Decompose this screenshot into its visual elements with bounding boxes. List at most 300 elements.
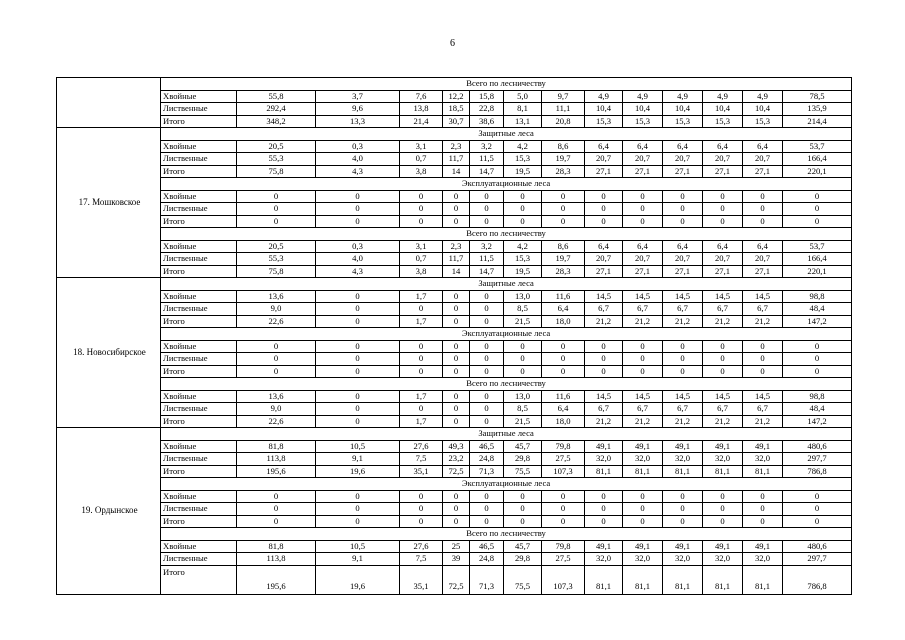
table-cell: 0: [783, 190, 852, 203]
table-cell: 55,3: [237, 153, 316, 166]
row-label: Хвойные: [161, 340, 237, 353]
section-title: Защитные леса: [161, 278, 852, 291]
table-cell: 0: [237, 503, 316, 516]
table-cell: 3,8: [400, 265, 443, 278]
table-cell: 45,7: [504, 540, 542, 553]
table-cell: 32,0: [585, 553, 623, 566]
table-cell: 166,4: [783, 153, 852, 166]
table-cell: 0: [663, 340, 703, 353]
table-cell: 8,5: [504, 303, 542, 316]
table-cell: 0: [783, 503, 852, 516]
table-row: [57, 353, 852, 366]
table-cell: 20,7: [663, 153, 703, 166]
district-name: [57, 78, 161, 128]
table-cell: 0: [443, 353, 470, 366]
table-cell: 15,3: [585, 115, 623, 128]
table-cell: 48,4: [783, 303, 852, 316]
table-cell: 0: [703, 215, 743, 228]
table-cell: 27,6: [400, 540, 443, 553]
table-cell: 0: [703, 353, 743, 366]
table-cell: 13,6: [237, 390, 316, 403]
table-cell: 0: [703, 190, 743, 203]
table-cell: 55,8: [237, 90, 316, 103]
table-cell: 0,3: [316, 140, 400, 153]
table-cell: 0: [504, 490, 542, 503]
table-cell: 14,5: [663, 290, 703, 303]
table-cell: 0: [470, 315, 504, 328]
table-cell: 20,7: [663, 253, 703, 266]
table-cell: 49,1: [703, 440, 743, 453]
table-cell: 0: [585, 215, 623, 228]
row-label: Хвойные: [161, 440, 237, 453]
table-cell: 13,0: [504, 290, 542, 303]
table-cell: 4,9: [663, 90, 703, 103]
table-cell: 21,2: [623, 415, 663, 428]
section-header-row: [57, 478, 852, 491]
table-cell: 0: [542, 353, 585, 366]
table-cell: 32,0: [585, 453, 623, 466]
table-cell: 0: [443, 503, 470, 516]
table-cell: 166,4: [783, 253, 852, 266]
table-cell: 0: [316, 303, 400, 316]
table-cell: 71,3: [470, 465, 504, 478]
table-cell: 9,1: [316, 553, 400, 566]
table-row: [57, 140, 852, 153]
row-label: Лиственные: [161, 503, 237, 516]
table-row: [57, 240, 852, 253]
table-cell: 0: [316, 290, 400, 303]
table-cell: 25: [443, 540, 470, 553]
table-cell: 81,1: [585, 465, 623, 478]
table-cell: 48,4: [783, 403, 852, 416]
table-cell: 32,0: [623, 553, 663, 566]
table-cell: 3,2: [470, 240, 504, 253]
table-cell: 0: [542, 190, 585, 203]
table-cell: 0: [743, 190, 783, 203]
table-cell: 81,1: [743, 465, 783, 478]
table-cell: 6,7: [663, 403, 703, 416]
row-label: Хвойные: [161, 390, 237, 403]
table-cell: 10,4: [703, 103, 743, 116]
table-cell: 0: [316, 415, 400, 428]
section-title: Эксплуатационные леса: [161, 328, 852, 341]
table-cell: 0: [470, 515, 504, 528]
table-cell: 32,0: [663, 453, 703, 466]
table-cell: 0: [470, 415, 504, 428]
table-cell: 14,7: [470, 265, 504, 278]
table-cell: 0: [316, 353, 400, 366]
table-cell: 21,2: [703, 415, 743, 428]
table-cell: 3,7: [316, 90, 400, 103]
row-label: Лиственные: [161, 453, 237, 466]
table-cell: 13,1: [504, 115, 542, 128]
table-cell: 20,7: [585, 153, 623, 166]
table-cell: 0: [623, 340, 663, 353]
table-cell: 9,0: [237, 303, 316, 316]
table-row: [57, 503, 852, 516]
row-label: Итого: [161, 515, 237, 528]
table-cell: 9,6: [316, 103, 400, 116]
table-cell: 10,4: [663, 103, 703, 116]
table-cell: 4,2: [504, 240, 542, 253]
table-cell: 49,1: [623, 440, 663, 453]
table-cell: 0: [585, 203, 623, 216]
table-cell: 35,1: [400, 565, 443, 594]
table-cell: 3,8: [400, 165, 443, 178]
table-cell: 0: [443, 315, 470, 328]
table-row: [57, 340, 852, 353]
table-cell: 27,1: [743, 265, 783, 278]
table-cell: 18,0: [542, 315, 585, 328]
table-cell: 0: [400, 203, 443, 216]
table-cell: 0: [316, 203, 400, 216]
table-cell: 0: [783, 353, 852, 366]
row-label: Итого: [161, 265, 237, 278]
table-cell: 0: [470, 503, 504, 516]
table-cell: 20,5: [237, 240, 316, 253]
table-cell: 14,7: [470, 165, 504, 178]
table-cell: 0: [623, 190, 663, 203]
table-cell: 0: [585, 190, 623, 203]
table-cell: 20,7: [585, 253, 623, 266]
table-cell: 30,7: [443, 115, 470, 128]
table-cell: 27,5: [542, 453, 585, 466]
table-cell: 18,5: [443, 103, 470, 116]
table-cell: 0: [585, 353, 623, 366]
section-header-row: [57, 178, 852, 191]
table-cell: 0: [443, 365, 470, 378]
table-cell: 0: [470, 203, 504, 216]
table-cell: 0: [316, 503, 400, 516]
table-cell: 32,0: [743, 553, 783, 566]
table-cell: 214,4: [783, 115, 852, 128]
table-cell: 0: [316, 515, 400, 528]
table-cell: 32,0: [663, 553, 703, 566]
table-cell: 0,7: [400, 253, 443, 266]
table-cell: 6,7: [743, 303, 783, 316]
table-cell: 72,5: [443, 565, 470, 594]
table-cell: 0: [542, 515, 585, 528]
table-row: [57, 190, 852, 203]
table-cell: 45,7: [504, 440, 542, 453]
table-cell: 6,4: [703, 240, 743, 253]
table-cell: 6,4: [743, 240, 783, 253]
row-label: Хвойные: [161, 240, 237, 253]
table-cell: 6,4: [703, 140, 743, 153]
section-title: Защитные леса: [161, 428, 852, 441]
table-cell: 0: [585, 515, 623, 528]
table-cell: 81,1: [703, 465, 743, 478]
table-cell: 22,6: [237, 315, 316, 328]
table-cell: 6,7: [585, 303, 623, 316]
table-cell: 0: [470, 340, 504, 353]
table-cell: 0: [400, 303, 443, 316]
table-cell: 0: [623, 515, 663, 528]
table-cell: 14,5: [663, 390, 703, 403]
table-cell: 0: [504, 365, 542, 378]
table-cell: 0: [542, 490, 585, 503]
table-cell: 6,7: [623, 403, 663, 416]
table-cell: 27,1: [585, 265, 623, 278]
table-cell: 0: [400, 503, 443, 516]
table-cell: 6,7: [663, 303, 703, 316]
table-cell: 9,1: [316, 453, 400, 466]
table-row: [57, 265, 852, 278]
table-cell: 0: [703, 503, 743, 516]
table-cell: 113,8: [237, 453, 316, 466]
table-cell: 107,3: [542, 565, 585, 594]
table-cell: 21,2: [585, 315, 623, 328]
table-cell: 0: [316, 490, 400, 503]
table-cell: 20,5: [237, 140, 316, 153]
table-cell: 32,0: [743, 453, 783, 466]
table-cell: 0: [316, 365, 400, 378]
table-cell: 0: [443, 190, 470, 203]
table-cell: 78,5: [783, 90, 852, 103]
table-cell: 0: [470, 215, 504, 228]
table-cell: 19,7: [542, 153, 585, 166]
table-row: [57, 115, 852, 128]
district-name: 19. Ордынское: [57, 428, 161, 595]
table-cell: 32,0: [703, 453, 743, 466]
table-cell: 0: [443, 515, 470, 528]
table-cell: 0: [237, 203, 316, 216]
table-cell: 4,3: [316, 165, 400, 178]
table-cell: 4,2: [504, 140, 542, 153]
table-cell: 21,2: [663, 315, 703, 328]
row-label: Лиственные: [161, 553, 237, 566]
table-cell: 113,8: [237, 553, 316, 566]
table-cell: 49,1: [663, 540, 703, 553]
table-cell: 0: [316, 340, 400, 353]
table-cell: 1,7: [400, 390, 443, 403]
row-label: Лиственные: [161, 353, 237, 366]
table-cell: 0: [663, 503, 703, 516]
section-title: Защитные леса: [161, 128, 852, 141]
table-cell: 0: [703, 340, 743, 353]
row-label: Итого: [161, 315, 237, 328]
table-cell: 0: [443, 390, 470, 403]
table-cell: 6,4: [623, 240, 663, 253]
table-cell: 15,3: [703, 115, 743, 128]
table-cell: 7,5: [400, 453, 443, 466]
table-cell: 0: [400, 215, 443, 228]
table-cell: 22,8: [470, 103, 504, 116]
row-label: Лиственные: [161, 303, 237, 316]
table-row: [57, 390, 852, 403]
table-cell: 0: [470, 190, 504, 203]
table-cell: 21,2: [743, 315, 783, 328]
row-label: Хвойные: [161, 290, 237, 303]
table-cell: 8,1: [504, 103, 542, 116]
table-cell: 27,1: [623, 265, 663, 278]
table-cell: 29,8: [504, 553, 542, 566]
table-cell: 4,9: [585, 90, 623, 103]
table-cell: 21,2: [663, 415, 703, 428]
table-cell: 20,8: [542, 115, 585, 128]
table-cell: 15,3: [663, 115, 703, 128]
table-cell: 0: [470, 353, 504, 366]
section-header-row: [57, 278, 852, 291]
table-cell: 0: [743, 515, 783, 528]
table-row: [57, 215, 852, 228]
table-cell: 15,3: [504, 253, 542, 266]
table-cell: 75,8: [237, 265, 316, 278]
table-cell: 1,7: [400, 290, 443, 303]
table-cell: 14: [443, 265, 470, 278]
table-cell: 21,4: [400, 115, 443, 128]
table-cell: 49,1: [743, 540, 783, 553]
table-cell: 0: [623, 215, 663, 228]
table-cell: 0: [237, 340, 316, 353]
table-cell: 5,0: [504, 90, 542, 103]
table-cell: 14,5: [743, 390, 783, 403]
table-cell: 0: [316, 390, 400, 403]
table-cell: 20,7: [743, 153, 783, 166]
row-label: Итого: [161, 415, 237, 428]
table-cell: 0: [237, 515, 316, 528]
table-cell: 2,3: [443, 240, 470, 253]
table-cell: 0: [443, 403, 470, 416]
table-cell: 4,0: [316, 253, 400, 266]
table-row: [57, 365, 852, 378]
table-cell: 14: [443, 165, 470, 178]
table-cell: 81,1: [585, 565, 623, 594]
table-cell: 15,3: [623, 115, 663, 128]
page-number: 6: [450, 38, 455, 49]
table-cell: 13,3: [316, 115, 400, 128]
table-cell: 0: [400, 340, 443, 353]
table-cell: 220,1: [783, 265, 852, 278]
table-cell: 39: [443, 553, 470, 566]
table-cell: 3,2: [470, 140, 504, 153]
table-cell: 19,7: [542, 253, 585, 266]
table-cell: 55,3: [237, 253, 316, 266]
row-label: Хвойные: [161, 190, 237, 203]
table-cell: 348,2: [237, 115, 316, 128]
table-cell: 81,8: [237, 540, 316, 553]
section-header-row: [57, 328, 852, 341]
table-cell: 21,2: [623, 315, 663, 328]
table-cell: 0: [504, 515, 542, 528]
table-cell: 0: [542, 365, 585, 378]
table-cell: 22,6: [237, 415, 316, 428]
table-row: [57, 515, 852, 528]
table-cell: 0: [443, 203, 470, 216]
table-cell: 15,3: [504, 153, 542, 166]
table-cell: 11,6: [542, 390, 585, 403]
table-cell: 81,1: [743, 565, 783, 594]
table-row: [57, 315, 852, 328]
table-cell: 6,4: [663, 140, 703, 153]
table-cell: 0: [237, 190, 316, 203]
table-cell: 15,8: [470, 90, 504, 103]
table-cell: 27,1: [703, 165, 743, 178]
table-cell: 79,8: [542, 540, 585, 553]
table-cell: 0: [703, 515, 743, 528]
table-cell: 81,1: [623, 565, 663, 594]
table-cell: 7,6: [400, 90, 443, 103]
table-cell: 28,3: [542, 265, 585, 278]
table-cell: 0: [663, 190, 703, 203]
table-cell: 27,1: [585, 165, 623, 178]
table-row: [57, 290, 852, 303]
table-cell: 14,5: [585, 390, 623, 403]
table-cell: 0: [585, 490, 623, 503]
table-cell: 6,7: [703, 403, 743, 416]
table-cell: 21,5: [504, 315, 542, 328]
table-cell: 0: [237, 490, 316, 503]
table-cell: 4,9: [623, 90, 663, 103]
table-cell: 75,5: [504, 465, 542, 478]
table-cell: 1,7: [400, 315, 443, 328]
table-cell: 0: [400, 515, 443, 528]
table-cell: 6,7: [585, 403, 623, 416]
table-cell: 6,4: [623, 140, 663, 153]
row-label: Хвойные: [161, 90, 237, 103]
table-cell: 195,6: [237, 465, 316, 478]
table-row: [57, 415, 852, 428]
table-cell: 0: [623, 490, 663, 503]
row-label: Итого: [161, 465, 237, 478]
table-cell: 4,9: [743, 90, 783, 103]
table-cell: 0: [703, 365, 743, 378]
table-cell: 0: [443, 490, 470, 503]
table-cell: 10,4: [743, 103, 783, 116]
section-title: Всего по лесничеству: [161, 378, 852, 391]
table-cell: 11,1: [542, 103, 585, 116]
section-title: Эксплуатационные леса: [161, 178, 852, 191]
table-cell: 0: [623, 353, 663, 366]
table-cell: 2,3: [443, 140, 470, 153]
table-cell: 27,1: [703, 265, 743, 278]
table-cell: 14,5: [743, 290, 783, 303]
table-cell: 81,1: [623, 465, 663, 478]
row-label: Итого: [161, 165, 237, 178]
table-cell: 79,8: [542, 440, 585, 453]
table-cell: 0: [400, 490, 443, 503]
table-cell: 0: [783, 340, 852, 353]
table-cell: 98,8: [783, 290, 852, 303]
table-cell: 1,7: [400, 415, 443, 428]
table-cell: 27,1: [623, 165, 663, 178]
table-cell: 0: [663, 515, 703, 528]
table-cell: 81,1: [663, 465, 703, 478]
table-cell: 11,5: [470, 253, 504, 266]
table-cell: 20,7: [623, 153, 663, 166]
table-cell: 0: [542, 203, 585, 216]
table-row: [57, 490, 852, 503]
table-cell: 0: [400, 365, 443, 378]
table-cell: 11,6: [542, 290, 585, 303]
table-row: [57, 103, 852, 116]
section-header-row: [57, 528, 852, 541]
table-cell: 4,9: [703, 90, 743, 103]
table-cell: 27,5: [542, 553, 585, 566]
table-cell: 0: [663, 353, 703, 366]
table-cell: 0,7: [400, 153, 443, 166]
table-cell: 3,1: [400, 140, 443, 153]
row-label: Лиственные: [161, 203, 237, 216]
row-label: Хвойные: [161, 140, 237, 153]
row-label: Итого: [161, 565, 237, 594]
row-label: Лиственные: [161, 403, 237, 416]
table-cell: 71,3: [470, 565, 504, 594]
table-row: [57, 253, 852, 266]
table-row: [57, 540, 852, 553]
table-cell: 297,7: [783, 553, 852, 566]
table-cell: 0: [470, 303, 504, 316]
